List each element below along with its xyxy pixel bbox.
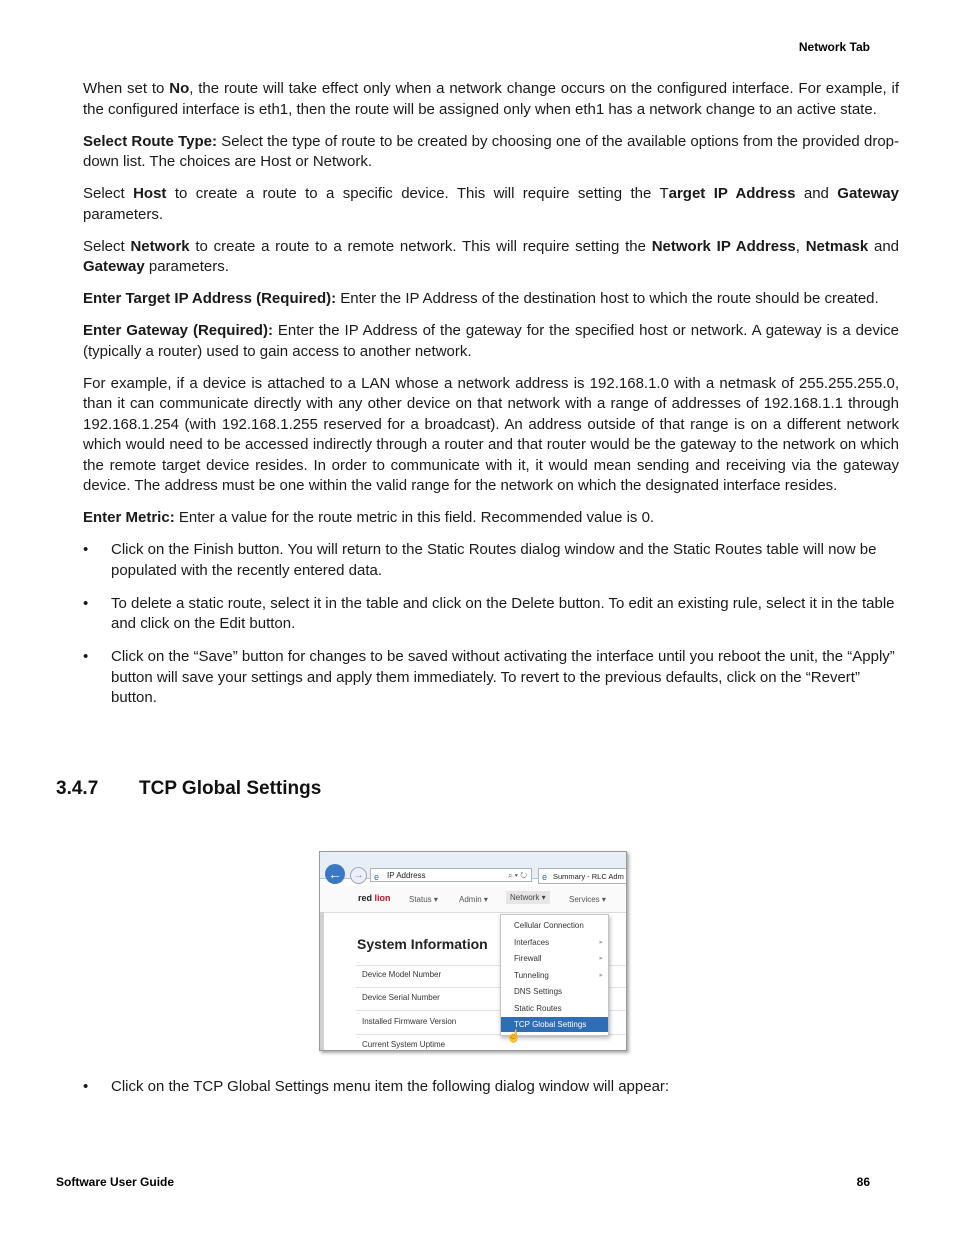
paragraph-example: For example, if a device is attached to a LAN whose a network address is 192.168.1.0 with a netmask of 255.255.255.0, than it can communicate directly with any other device on that network with a range of addresses of 192.168.1.1 through 192.168.1.254 (with 192.168.1.255 reserved for a broadcast). An address outside of that range is on a different network which would need to be accessed indirectly through a router and that router would be the gateway to the network on which the remote target device resides. In order to communicate with it, it would mean sending and receiving via the gateway device. The address must be one within the valid range for the network on which the designated interface resides. <box>83 374 899 494</box>
section-title: TCP Global Settings <box>139 778 322 799</box>
network-dropdown-menu <box>500 914 609 1036</box>
row-label: Device Model Number <box>362 970 442 979</box>
paragraph-network: Select Network to create a route to a remote network. This will require setting the Network IP Address, Netmask and Gateway parameters. <box>83 237 900 275</box>
panel-edge <box>320 912 324 1050</box>
menu-item-interfaces[interactable]: Interfaces ▸ <box>501 935 608 950</box>
row-label: Installed Firmware Version <box>362 1017 457 1026</box>
menu-item-dns-settings[interactable]: DNS Settings <box>514 987 563 996</box>
menu-item-tcp-global-settings[interactable]: TCP Global Settings <box>501 1017 608 1032</box>
bullet-icon: • <box>83 541 89 558</box>
section-number: 3.4.7 <box>56 778 99 799</box>
nav-status[interactable]: Status ▾ <box>409 895 438 904</box>
tab-title: Summary - RLC Adm <box>553 872 624 881</box>
row-label: Current System Uptime <box>362 1040 446 1049</box>
footer-title: Software User Guide <box>56 1175 175 1189</box>
forward-arrow-icon[interactable]: → <box>350 867 367 884</box>
paragraph-route-type: Select Route Type: Select the type of route to be created by choosing one of the available options from the provided drop-down list. The choices are Host or Network. <box>83 132 899 170</box>
bullet-icon: • <box>83 594 89 612</box>
browser-tab[interactable] <box>538 868 627 884</box>
nav-services[interactable]: Services ▾ <box>569 895 606 904</box>
page-number: 86 <box>856 1175 870 1189</box>
list-item: • To delete a static route, select it in the table and click on the Delete button. To edit an existing rule, select it in the table and click on the Edit button. <box>83 594 895 632</box>
menu-item-tunneling[interactable]: Tunneling ▸ <box>501 968 608 983</box>
section-heading <box>56 778 321 800</box>
nav-admin[interactable]: Admin ▾ <box>459 895 488 904</box>
page-title: System Information <box>357 936 488 952</box>
paragraph-gateway: Enter Gateway (Required): Enter the IP Address of the gateway for the specified host or network. A gateway is a device (typically a router) used to gain access to another network. <box>83 322 899 360</box>
instruction-text: Click on the TCP Global Settings menu item the following dialog window will appear: <box>111 1078 670 1095</box>
app-navbar <box>320 886 626 913</box>
red-lion-logo: red lion <box>358 893 391 903</box>
paragraph-host: Select Host to create a route to a specific device. This will require setting the Target IP Address and Gateway parameters. <box>83 185 899 223</box>
back-arrow-icon[interactable]: ← <box>325 864 345 884</box>
list-item: • Click on the “Save” button for changes to be saved without activating the interface until you reboot the unit, the “Apply” button will save your settings and apply them immediately. To revert to the previous defaults, click on the “Revert” button. <box>83 648 895 706</box>
paragraph-target-ip: Enter Target IP Address (Required): Enter the IP Address of the destination host to which the route should be created. <box>83 290 879 307</box>
nav-network[interactable]: Network ▾ <box>506 891 550 904</box>
hand-cursor-icon: ☝ <box>506 1029 521 1043</box>
paragraph-no-setting: When set to No, the route will take effect only when a network change occurs on the configured interface. For example, if the configured interface is eth1, then the route will be assigned only when eth1 has a network change to an active state. <box>83 80 899 118</box>
menu-item-cellular-connection[interactable]: Cellular Connection <box>514 921 584 930</box>
bullet-list <box>83 540 899 709</box>
chevron-right-icon: ▸ <box>599 939 603 946</box>
menu-screenshot <box>319 851 627 1051</box>
list-item: • Click on the Finish button. You will return to the Static Routes dialog window and the Static Routes table will now be populated with the recently entered data. <box>83 541 877 579</box>
menu-item-static-routes[interactable]: Static Routes <box>514 1004 562 1013</box>
running-header: Network Tab <box>798 40 870 54</box>
body-text <box>83 79 899 721</box>
address-bar[interactable] <box>370 868 532 882</box>
bullet-icon: • <box>83 1078 89 1095</box>
browser-logo-icon: e <box>374 872 380 882</box>
paragraph-metric: Enter Metric: Enter a value for the route metric in this field. Recommended value is 0. <box>83 509 655 526</box>
row-label: Device Serial Number <box>362 993 440 1002</box>
address-text: IP Address <box>387 871 426 880</box>
chevron-right-icon: ▸ <box>599 972 603 979</box>
tab-favicon-icon: e <box>542 872 548 882</box>
menu-item-firewall[interactable]: Firewall ▸ <box>501 951 608 966</box>
address-tools-icon[interactable]: ⌕ ▾ ↻ <box>507 871 527 880</box>
bullet-icon: • <box>83 648 89 665</box>
chevron-right-icon: ▸ <box>599 955 603 962</box>
